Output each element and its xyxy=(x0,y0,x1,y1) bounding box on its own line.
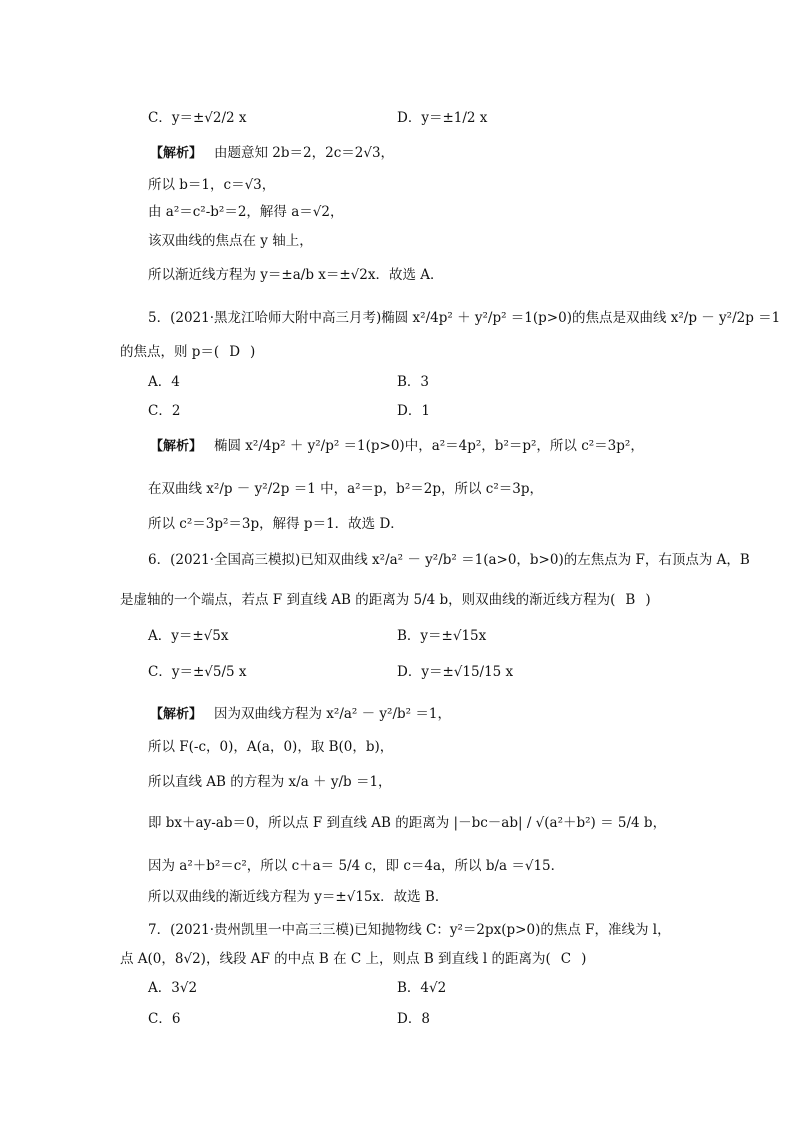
text-line xyxy=(150,706,451,723)
line-text: 6．(2021·全国高三模拟)已知双曲线 x²/a² － y²/b² ＝1(a>0，b>0)的左焦点为 F，右顶点为 A，B xyxy=(148,552,750,568)
text-line xyxy=(397,664,513,680)
text-line xyxy=(397,403,430,419)
text-line xyxy=(150,438,644,455)
answer-choice: B xyxy=(625,592,636,608)
line-text: 即 bx＋ay-ab＝0，所以点 F 到直线 AB 的距离为 |－bc－ab| / √(a²＋b²) ＝ 5/4 b， xyxy=(148,815,667,831)
text-line xyxy=(148,815,666,831)
line-text: 所以直线 AB 的方程为 x/a ＋ y/b ＝1， xyxy=(148,774,392,790)
text-line xyxy=(148,739,393,755)
text-line xyxy=(148,774,392,790)
text-line xyxy=(120,951,586,967)
line-text: 所以渐近线方程为 y＝±a/b x＝±√2x．故选 A． xyxy=(148,267,444,283)
line-text: 在双曲线 x²/p － y²/2p ＝1 中，a²＝p，b²＝2p，所以 c²＝3p， xyxy=(148,481,543,497)
line-text: 所以 c²＝3p²＝3p，解得 p＝1．故选 D． xyxy=(148,516,404,532)
answer-choice: C xyxy=(560,951,572,967)
line-text: A．y＝±√5x xyxy=(148,628,229,644)
line-text: D．1 xyxy=(397,403,430,419)
text-line xyxy=(148,922,671,938)
line-text: 所以 b＝1，c＝√3， xyxy=(148,177,276,193)
line-text: B．3 xyxy=(397,374,430,390)
line-text: 是虚轴的一个端点，若点 F 到直线 AB 的距离为 5/4 b，则双曲线的渐近线方程为( xyxy=(120,592,616,608)
line-text: 椭圆 x²/4p² ＋ y²/p² ＝1(p>0)中，a²＝4p²，b²＝p²，所以 c²＝3p²， xyxy=(214,438,644,454)
line-text: C．y＝±√5/5 x xyxy=(148,664,247,680)
line-text: C．6 xyxy=(148,1011,181,1027)
text-line xyxy=(148,552,750,568)
line-text: 所以双曲线的渐近线方程为 y＝±√15x．故选 B． xyxy=(148,889,449,905)
text-line xyxy=(148,233,313,249)
line-text: D．y＝±√15/15 x xyxy=(397,664,514,680)
text-line xyxy=(148,374,180,390)
text-line xyxy=(148,204,343,220)
line-text: 由 a²＝c²-b²＝2，解得 a＝√2， xyxy=(148,204,344,220)
line-text: 因为 a²＋b²＝c²，所以 c＋a＝ 5/4 c，即 c＝4a，所以 b/a ＝√15． xyxy=(148,858,565,874)
text-line xyxy=(397,980,446,996)
line-text: D．8 xyxy=(397,1011,430,1027)
line-text: 的焦点，则 p＝( xyxy=(120,344,220,360)
line-text: 由题意知 2b＝2，2c＝2√3， xyxy=(214,145,395,161)
text-line xyxy=(148,110,247,126)
closing-paren: ) xyxy=(581,951,587,967)
text-line xyxy=(148,310,780,326)
text-line xyxy=(148,664,247,680)
answer-choice: D xyxy=(229,344,241,360)
text-line xyxy=(397,1011,430,1027)
text-line xyxy=(148,516,404,532)
line-text: 该双曲线的焦点在 y 轴上， xyxy=(148,233,313,249)
analysis-tag: 【解析】 xyxy=(150,146,203,161)
text-line xyxy=(148,980,197,996)
line-text: B．y＝±√15x xyxy=(397,628,487,644)
line-text: B．4√2 xyxy=(397,980,447,996)
closing-paren: ) xyxy=(250,344,256,360)
closing-paren: ) xyxy=(645,592,651,608)
line-text: A．3√2 xyxy=(148,980,198,996)
text-line xyxy=(120,344,255,360)
analysis-tag: 【解析】 xyxy=(150,707,203,722)
text-line xyxy=(148,628,229,644)
text-line xyxy=(148,889,448,905)
text-line xyxy=(148,177,275,193)
analysis-tag: 【解析】 xyxy=(150,439,203,454)
text-line xyxy=(397,110,487,126)
text-line xyxy=(120,592,651,608)
text-line xyxy=(150,145,394,162)
text-line xyxy=(397,374,429,390)
text-line xyxy=(397,628,486,644)
line-text: A．4 xyxy=(148,374,180,390)
text-line xyxy=(148,403,180,419)
line-text: 因为双曲线方程为 x²/a² － y²/b² ＝1， xyxy=(214,706,451,722)
line-text: C．2 xyxy=(148,403,181,419)
line-text: 所以 F(-c，0)，A(a，0)，取 B(0，b)， xyxy=(148,739,394,755)
line-text: D．y＝±1/2 x xyxy=(397,110,488,126)
text-line xyxy=(148,858,564,874)
line-text: 5．(2021·黑龙江哈师大附中高三月考)椭圆 x²/4p² ＋ y²/p² ＝1(p>0)的焦点是双曲线 x²/p － y²/2p ＝1 xyxy=(148,310,781,326)
text-line xyxy=(148,267,444,283)
line-text: C．y＝±√2/2 x xyxy=(148,110,247,126)
line-text: 点 A(0，8√2)，线段 AF 的中点 B 在 C 上，则点 B 到直线 l 的距离为( xyxy=(120,951,551,967)
text-line xyxy=(148,1011,180,1027)
line-text: 7．(2021·贵州凯里一中高三三模)已知抛物线 C：y²＝2px(p>0)的焦点 F，准线为 l， xyxy=(148,922,671,938)
text-line xyxy=(148,481,543,497)
